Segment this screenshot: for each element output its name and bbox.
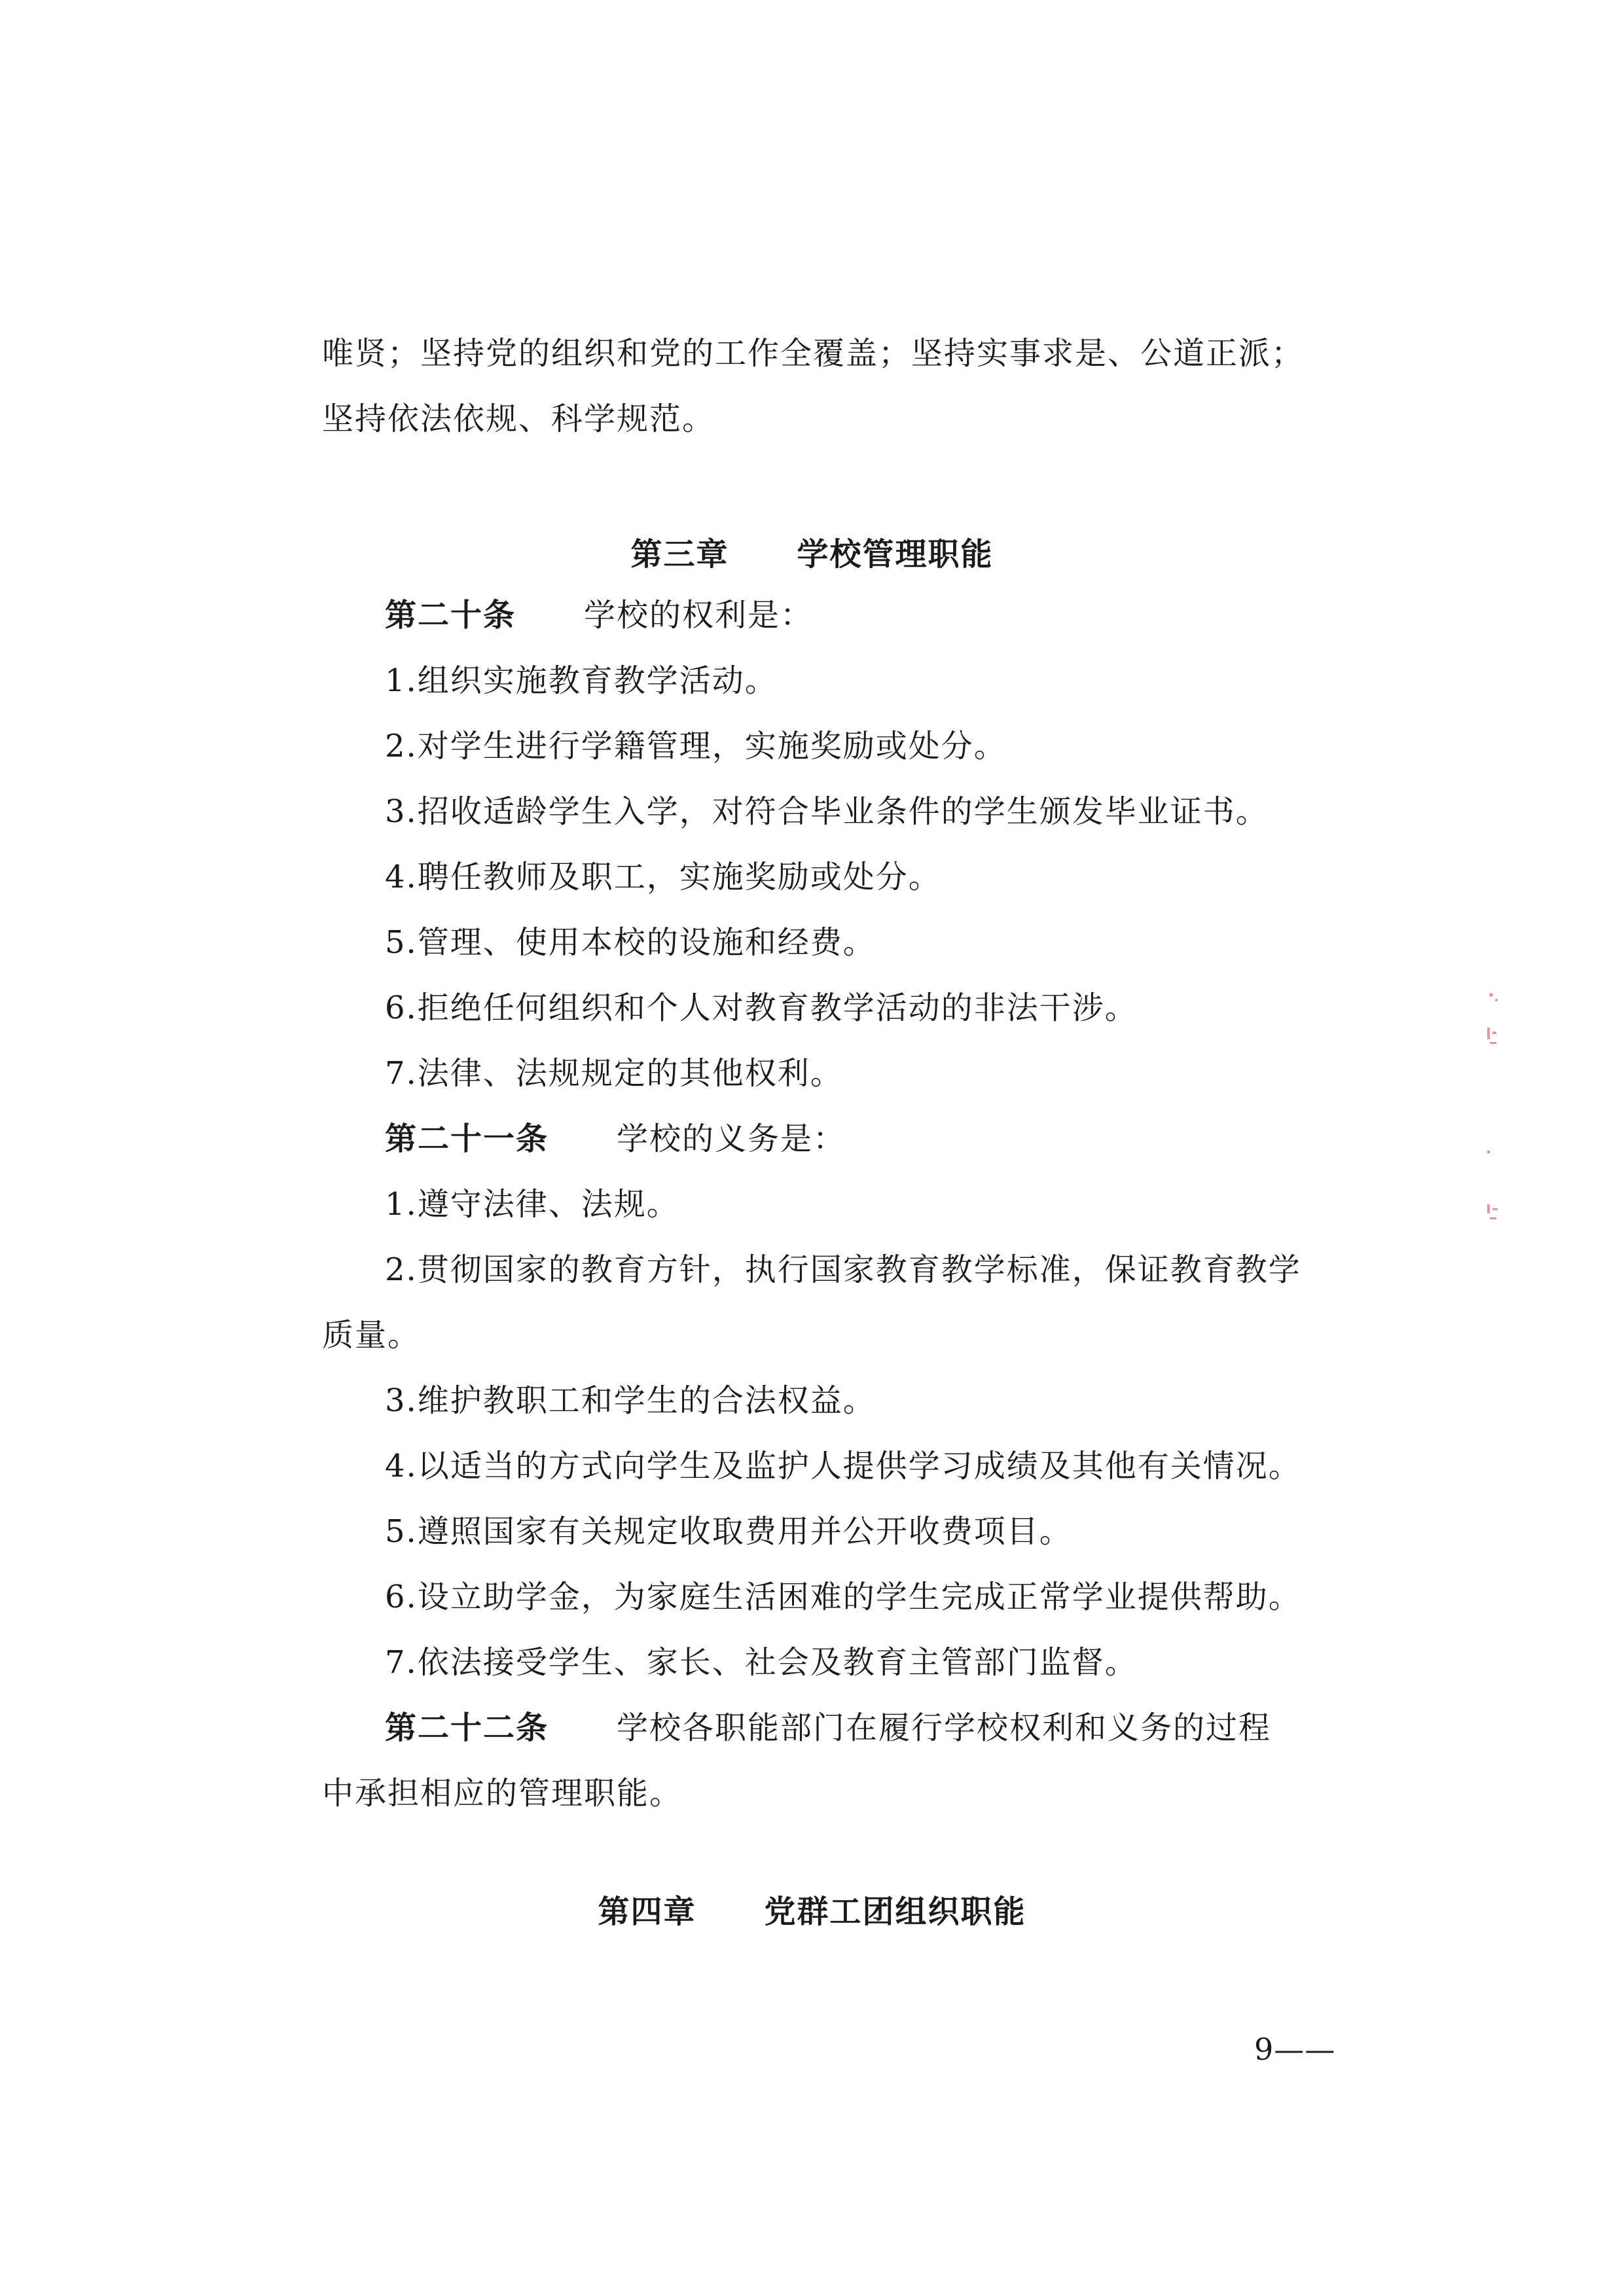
chapter-4-heading [0,1886,1624,1931]
article-20-label: 第二十条 [385,597,516,634]
article-20 [322,583,1304,648]
article-22-text-1: 学校各职能部门在履行学校权利和义务的过程 [617,1710,1272,1746]
article-22-line-2: 中承担相应的管理职能。 [322,1775,683,1812]
intro-line-2: 坚持依法依规、科学规范。 [322,401,715,437]
duty-item-1: 1.遵守法律、法规。 [385,1186,679,1223]
intro-line-1: 唯贤；坚持党的组织和党的工作全覆盖；坚持实事求是、公道正派； [322,335,1305,372]
duty-item-2-line-2: 质量。 [322,1317,421,1354]
chapter-4-number: 第四章 [598,1893,696,1930]
duty-item-2-line-1: 2.贯彻国家的教育方针，执行国家教育教学标准，保证教育教学 [385,1251,1301,1288]
article-21-label: 第二十一条 [385,1121,549,1157]
right-item-6: 6.拒绝任何组织和个人对教育教学活动的非法干涉。 [385,990,1138,1026]
intro-paragraph [322,321,1304,452]
page-number: 9—— [1254,2032,1336,2067]
right-item-4: 4.聘任教师及职工，实施奖励或处分。 [385,859,941,895]
right-item-3: 3.招收适龄学生入学，对符合毕业条件的学生颁发毕业证书。 [385,793,1269,830]
duty-item-5: 5.遵照国家有关规定收取费用并公开收费项目。 [385,1513,1072,1550]
duty-item-4: 4.以适当的方式向学生及监护人提供学习成绩及其他有关情况。 [385,1448,1301,1484]
duty-item-7: 7.依法接受学生、家长、社会及教育主管部门监督。 [385,1644,1138,1681]
chapter-4-title: 党群工团组织职能 [764,1893,1026,1930]
chapter-3-title: 学校管理职能 [797,536,994,573]
article-22-line-1 [322,1695,1304,1761]
right-item-1: 1.组织实施教育教学活动。 [385,662,778,699]
article-21 [322,1106,1304,1172]
chapter-3-body [322,583,1304,1826]
right-item-5: 5.管理、使用本校的设施和经费。 [385,924,876,961]
duty-item-3: 3.维护教职工和学生的合法权益。 [385,1382,876,1419]
chapter-3-heading [0,529,1624,574]
article-20-text: 学校的权利是： [584,597,814,634]
right-item-7: 7.法律、法规规定的其他权利。 [385,1055,843,1092]
article-21-text: 学校的义务是： [617,1121,846,1157]
duty-item-6: 6.设立助学金，为家庭生活困难的学生完成正常学业提供帮助。 [385,1579,1301,1615]
chapter-3-number: 第三章 [630,536,729,573]
article-22-label: 第二十二条 [385,1710,549,1746]
right-item-2: 2.对学生进行学籍管理，实施奖励或处分。 [385,728,1007,764]
seal-fragment-mark [1478,982,1504,1244]
